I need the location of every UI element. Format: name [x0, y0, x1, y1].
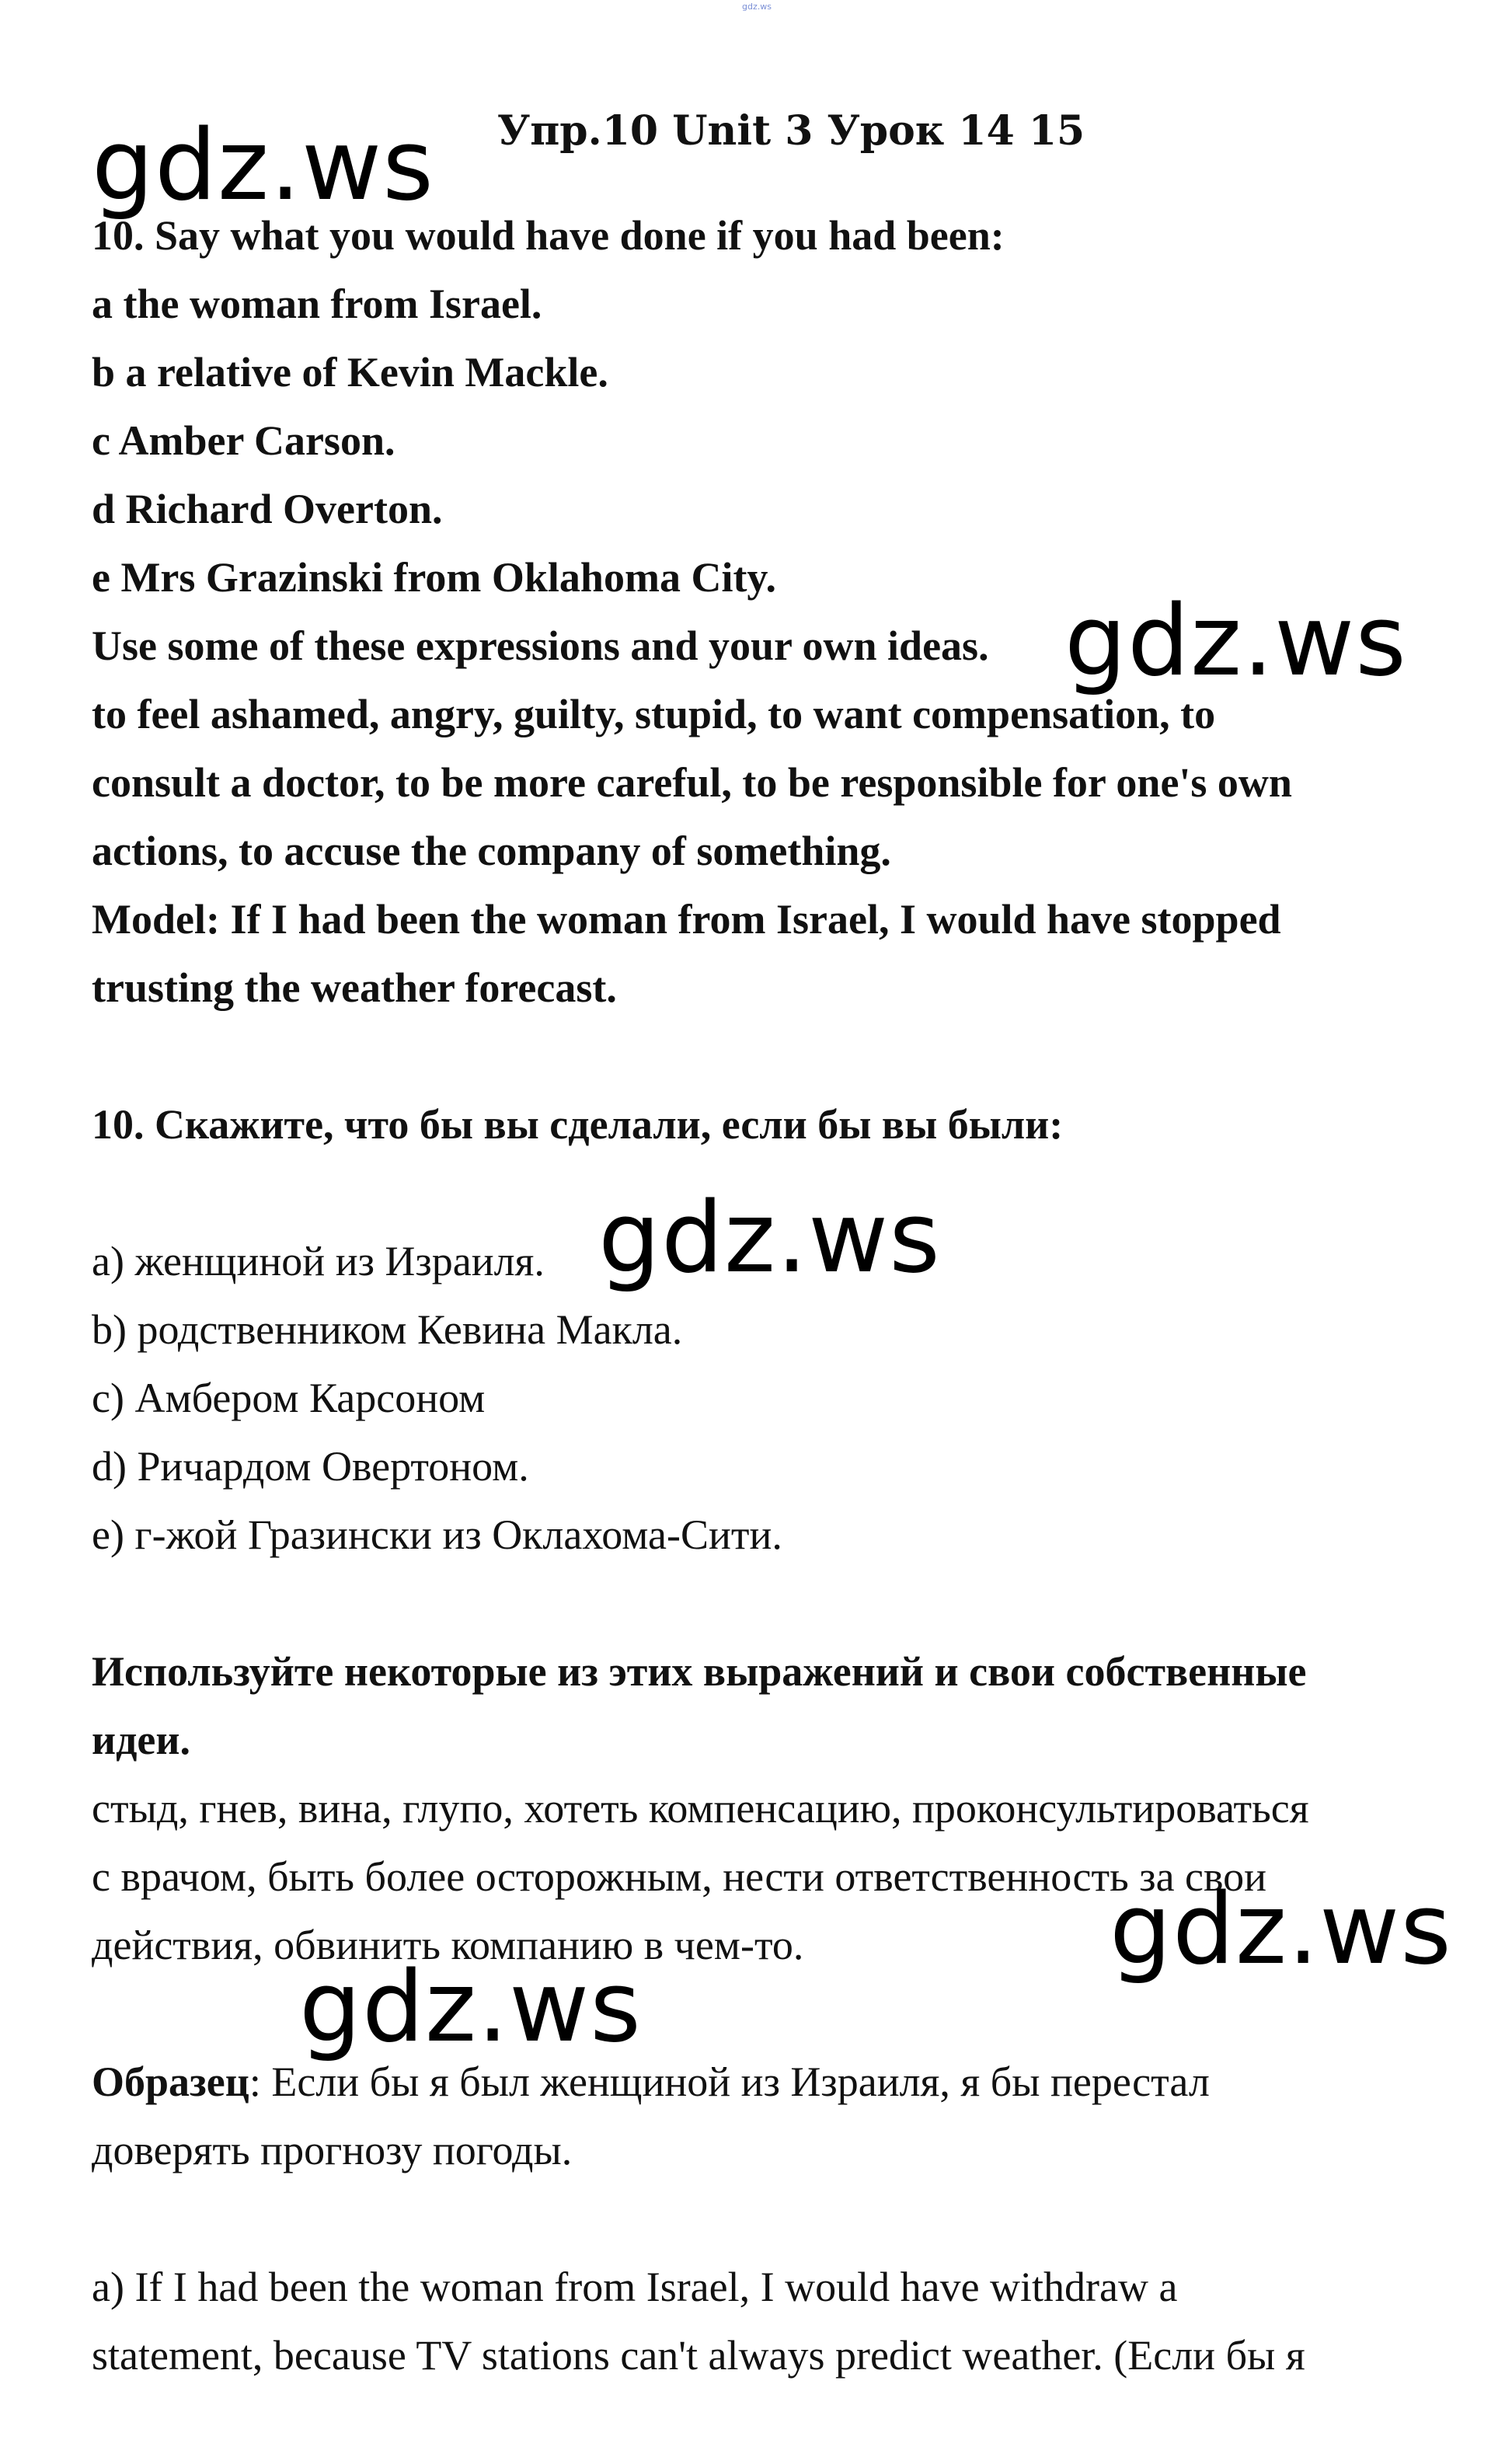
- task-ru-item-e: e) г-жой Гразински из Оклахома-Сити.: [92, 1511, 782, 1558]
- task-ru-model-label: Образец: [92, 2058, 249, 2105]
- task-en-model-line-1: Model: If I had been the woman from Israel, I would have stopped: [92, 896, 1281, 943]
- gdz-logo-middle: gdz.ws: [598, 1180, 941, 1295]
- task-en-item-d: d Richard Overton.: [92, 486, 443, 532]
- task-ru-model-line-2: доверять прогнозу погоды.: [92, 2127, 573, 2173]
- gdz-logo-right-upper: gdz.ws: [1064, 584, 1407, 698]
- task-ru-instruction-line-2: идеи.: [92, 1717, 191, 1763]
- task-ru-expressions-line-1: стыд, гнев, вина, глупо, хотеть компенсацию, проконсультироваться: [92, 1785, 1309, 1832]
- gdz-logo-lower-left: gdz.ws: [299, 1950, 642, 2064]
- gdz-logo-right-lower: gdz.ws: [1110, 1872, 1452, 1986]
- task-ru-model-line-1: [92, 2058, 1210, 2105]
- task-ru-instruction-line-1: Используйте некоторые из этих выражений и свои собственные: [92, 1648, 1307, 1695]
- task-en-item-c: c Amber Carson.: [92, 417, 395, 464]
- page-title: Упр.10 Unit 3 Урок 14 15: [497, 107, 1085, 155]
- task-ru-model-text-1: : Если бы я был женщиной из Израиля, я бы перестал: [249, 2058, 1210, 2105]
- task-en-model-line-2: trusting the weather forecast.: [92, 964, 617, 1011]
- task-en-instruction: Use some of these expressions and your own ideas.: [92, 622, 989, 669]
- answer-line-1: a) If I had been the woman from Israel, I would have withdraw a: [92, 2264, 1178, 2310]
- gdz-logo-top: gdz.ws: [92, 108, 434, 222]
- answer-line-2: statement, because TV stations can't always predict weather. (Если бы я: [92, 2332, 1305, 2379]
- task-en-item-a: a the woman from Israel.: [92, 281, 542, 327]
- task-en-item-b: b a relative of Kevin Mackle.: [92, 349, 608, 396]
- task-en-item-e: e Mrs Grazinski from Oklahoma City.: [92, 554, 776, 601]
- task-ru-item-a: a) женщиной из Израиля.: [92, 1238, 545, 1284]
- task-ru-item-c: c) Амбером Карсоном: [92, 1375, 486, 1421]
- task-en-expressions-line-2: consult a doctor, to be more careful, to be responsible for one's own: [92, 759, 1292, 806]
- task-ru-heading: 10. Скажите, что бы вы сделали, если бы вы были:: [92, 1101, 1064, 1148]
- task-en-expressions-line-1: to feel ashamed, angry, guilty, stupid, to want compensation, to: [92, 691, 1216, 737]
- task-ru-expressions-line-3: действия, обвинить компанию в чем-то.: [92, 1922, 804, 1968]
- task-ru-item-d: d) Ричардом Овертоном.: [92, 1443, 529, 1490]
- task-en-heading: 10. Say what you would have done if you had been:: [92, 212, 1005, 259]
- task-ru-expressions-line-2: с врачом, быть более осторожным, нести ответственность за свои: [92, 1853, 1267, 1900]
- watermark-small: gdz.ws: [742, 2, 772, 12]
- task-ru-item-b: b) родственником Кевина Макла.: [92, 1306, 683, 1353]
- task-en-expressions-line-3: actions, to accuse the company of something.: [92, 828, 891, 874]
